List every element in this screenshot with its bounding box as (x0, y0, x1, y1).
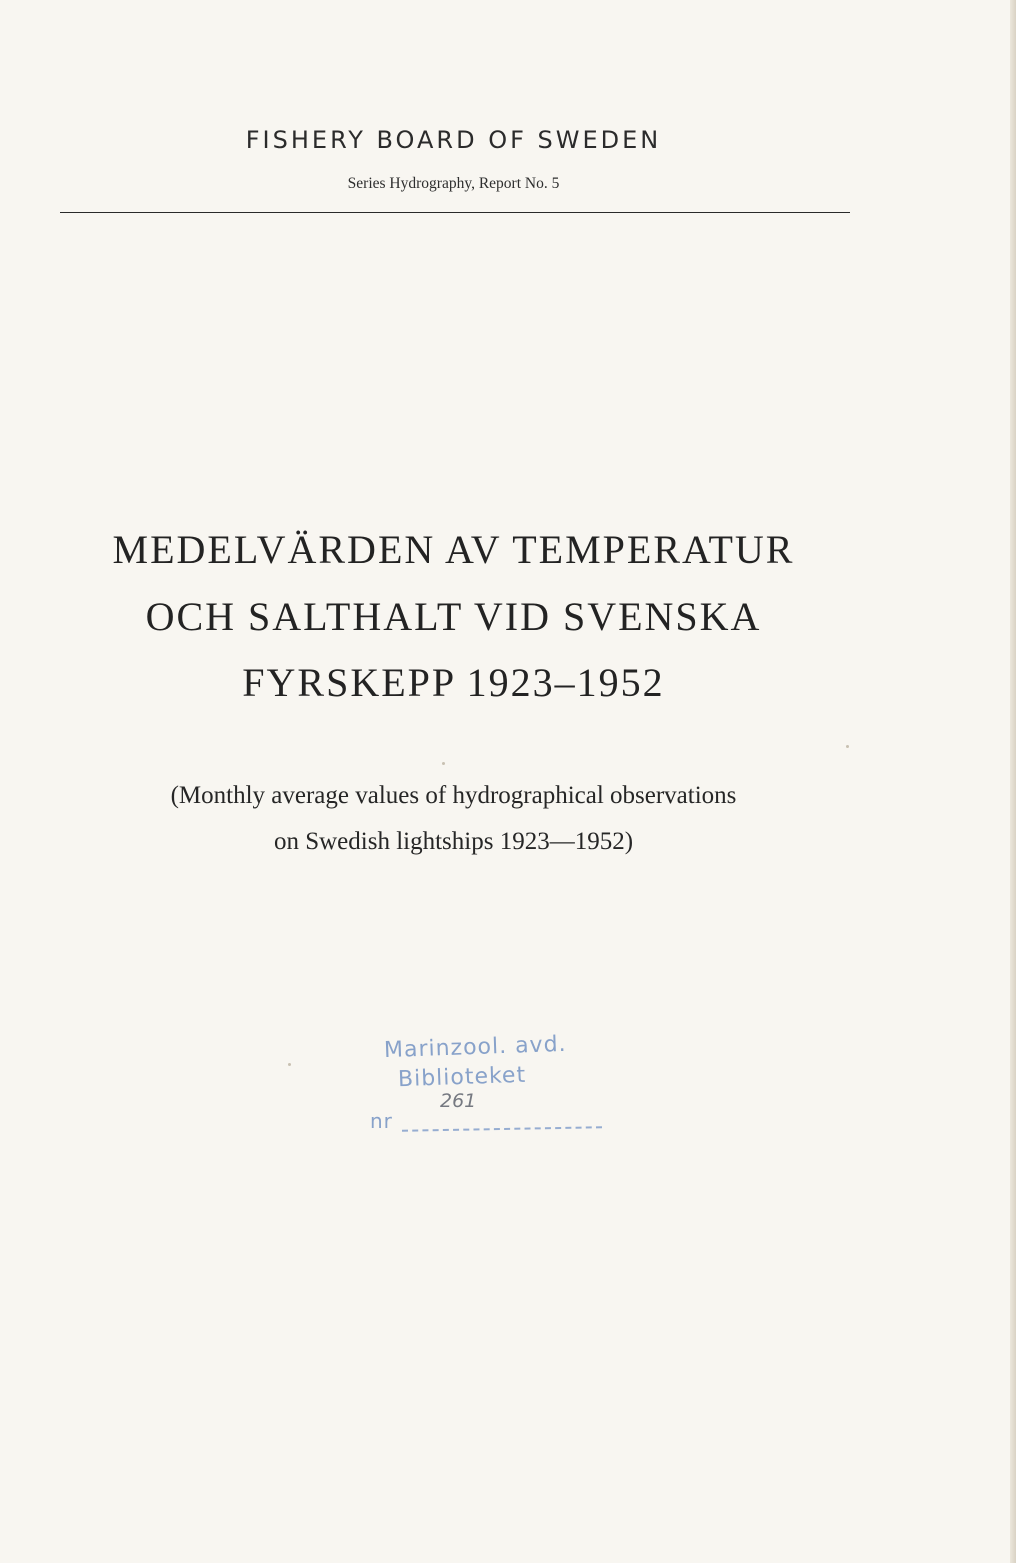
stamp-department: Marinzool. avd. (383, 1031, 567, 1064)
stamp-library: Biblioteket (397, 1062, 527, 1093)
title-line-3: FYRSKEPP 1923–1952 (242, 660, 665, 705)
series-subtitle: Series Hydrography, Report No. 5 (347, 175, 560, 192)
stamp-nr-label: nr (370, 1109, 393, 1133)
header-rule (60, 212, 850, 213)
title-line-1: MEDELVÄRDEN AV TEMPERATUR (112, 527, 795, 572)
stamp-dashed-line (402, 1126, 602, 1131)
page-edge-shadow (1010, 0, 1016, 1563)
title-line-2: OCH SALTHALT VID SVENSKA (145, 594, 762, 639)
library-stamp (360, 1031, 620, 1135)
paper-speck (846, 745, 849, 748)
english-subtitle-line-1: (Monthly average values of hydrographical observations (170, 782, 737, 809)
organization-title: FISHERY BOARD OF SWEDEN (245, 126, 662, 154)
paper-speck (442, 762, 445, 765)
paper-speck (288, 1063, 291, 1066)
english-subtitle-line-2: on Swedish lightships 1923—1952) (273, 828, 634, 855)
stamp-handwritten-number: 261 (440, 1090, 477, 1112)
